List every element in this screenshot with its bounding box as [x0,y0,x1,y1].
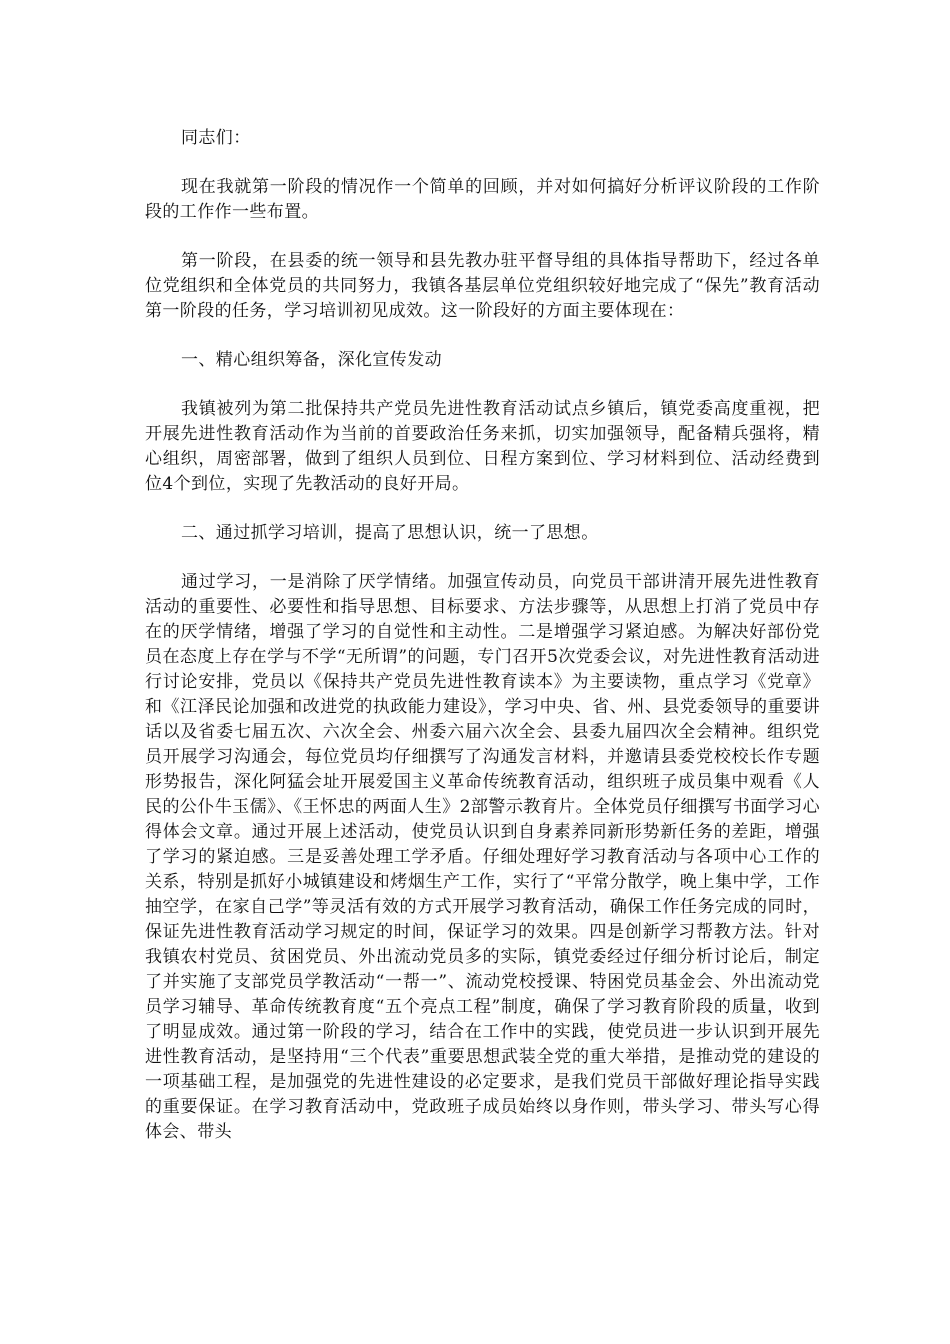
paragraph-review-intro: 现在我就第一阶段的情况作一个简单的回顾，并对如何搞好分析评议阶段的工作阶段的工作作一些布置。 [145,177,820,222]
paragraph-first-stage: 第一阶段，在县委的统一领导和县先教办驻平督导组的具体指导帮助下，经过各单位党组织和全体党员的共同努力，我镇各基层单位党组织较好地完成了“保先”教育活动第一阶段的任务，学习培训初见成效。这一阶段好的方面主要体现在： [145,251,820,321]
heading-section-two: 二、通过抓学习培训，提高了思想认识，统一了思想。 [181,523,599,543]
paragraph-section-one: 我镇被列为第二批保持共产党员先进性教育活动试点乡镇后，镇党委高度重视，把开展先进性教育活动作为当前的首要政治任务来抓，切实加强领导，配备精兵强将，精心组织，周密部署，做到了组织人员到位、日程方案到位、学习材料到位、活动经费到位4个到位，实现了先教活动的良好开局。 [145,399,820,494]
document-body [145,126,820,1145]
heading-section-one: 一、精心组织筹备，深化宣传发动 [181,350,442,370]
salutation: 同志们： [181,128,251,148]
paragraph-section-two: 通过学习，一是消除了厌学情绪。加强宣传动员，向党员干部讲清开展先进性教育活动的重要性、必要性和指导思想、目标要求、方法步骤等，从思想上打消了党员中存在的厌学情绪，增强了学习的自觉性和主动性。二是增强学习紧迫感。为解决好部份党员在态度上存在学与不学“无所谓”的问题，专门召开5次党委会议，对先进性教育活动进行讨论安排，党员以《保持共产党员先进性教育读本》为主要读物，重点学习《党章》和《江泽民论加强和改进党的执政能力建设》，学习中央、省、州、县党委领导的重要讲话以及省委七届五次、六次全会、州委六届六次全会、县委九届四次全会精神。组织党员开展学习沟通会，每位党员均仔细撰写了沟通发言材料，并邀请县委党校校长作专题形势报告，深化阿猛会址开展爱国主义革命传统教育活动，组织班子成员集中观看《人民的公仆牛玉儒》、《王怀忠的两面人生》2部警示教育片。全体党员仔细撰写书面学习心得体会文章。通过开展上述活动，使党员认识到自身素养同新形势新任务的差距，增强了学习的紧迫感。三是妥善处理工学矛盾。仔细处理好学习教育活动与各项中心工作的关系，特别是抓好小城镇建设和烤烟生产工作，实行了“平常分散学，晚上集中学，工作抽空学，在家自己学”等灵活有效的方式开展学习教育活动，确保工作任务完成的同时，保证先进性教育活动学习规定的时间，保证学习的效果。四是创新学习帮教方法。针对我镇农村党员、贫困党员、外出流动党员多的实际，镇党委经过仔细分析讨论后，制定了并实施了支部党员学教活动“一帮一”、流动党校授课、特困党员基金会、外出流动党员学习辅导、革命传统教育度“五个亮点工程”制度，确保了学习教育阶段的质量，收到了明显成效。通过第一阶段的学习，结合在工作中的实践，使党员进一步认识到开展先进性教育活动，是坚持用“三个代表”重要思想武装全党的重大举措，是推动党的建设的一项基础工程，是加强党的先进性建设的必定要求，是我们党员干部做好理论指导实践的重要保证。在学习教育活动中，党政班子成员始终以身作则，带头学习、带头写心得体会、带头 [145,572,820,1142]
